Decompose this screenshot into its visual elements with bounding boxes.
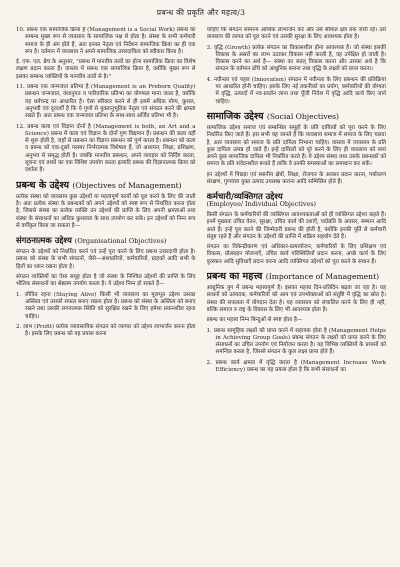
heading-organisational-hindi: संगठनात्मक उद्देश्य: [16, 235, 72, 246]
heading-objectives-english: (Objectives of Management): [72, 180, 182, 190]
paragraph-innovation: 4. नवीनता एवं पहल (Innovation) संगठन में नवीनता के लिए प्रबन्धन की प्रतिक्रिया पर आधारित होनी चाहिए। इसके लिए नई तकनीकों का प्रयोग, कर्मचारियों की योग्यता में वृद्धि, उत्पादों में नव-प्रवर्तन लाना तथा पूँजी निवेश में वृद्धि आदि कार्य किए जाने चाहिए।: [206, 76, 386, 105]
heading-objectives: [16, 180, 196, 191]
heading-personal-hindi: कर्मचारी/व्यक्तिगत उद्देश्य: [206, 191, 283, 202]
left-column: [16, 27, 196, 567]
paragraph-profit-cont: चाहिए कि संगठन सामान्य आर्थिक लाभार्जन करे और उसे सीमांत क्षेत्र तक जारी रहे। उसे व्यवसाय की लागत को पूरा करने एवं उसकी सुरक्षा के लिए आवश्यक होता है।: [206, 27, 386, 41]
heading-importance-hindi: प्रबन्ध का महत्त्व: [206, 271, 263, 283]
paragraph-importance-1: आधुनिक युग में प्रबन्ध महत्त्वपूर्ण है। इसका महत्त्व दिन-प्रतिदिन बढ़ता जा रहा है। यह साधनों को उत्पादक, कर्मचारियों को आय एवं उपभोक्ताओं को संतुष्टि में वृद्धि का स्रोत है। संस्था की सफलता में योगदान देता है। यह व्यवसाय को संचालित करने के लिए ही नहीं, बल्कि समाज व राष्ट्र के विकास के लिए भी आवश्यक होता है।: [206, 285, 386, 313]
paragraph-group-goals: 1. प्रबन्ध सामूहिक लक्ष्यों को प्राप्त करने में सहायक होता है (Management Helps in Achieving Group Goals) प्रबन्ध संगठन के लक्ष्यों को प्राप्त करने के लिए संसाधनों का उचित उपयोग एवं नियोजन करता है। यह विभिन्न व्यक्तियों के प्रयासों को समन्वित करता है, जिससे संगठन के कुल लक्ष्य प्राप्त होते हैं।: [206, 327, 386, 356]
heading-personal-english: (Employee/ Individual Objectives): [206, 200, 317, 209]
paragraph-personal-1: किसी संगठन के कर्मचारियों की व्यक्तिगत आवश्यकताओं को ही व्यक्तिगत उद्देश्य कहते हैं। इनमें मुख्यतः उचित वेतन, सुरक्षा, उचित कार्य की दशाएँ, पदोन्नति के अवसर, सम्मान आदि आते हैं। इन्हें पूरा करने की जिम्मेदारी प्रबन्ध की होती है, क्योंकि इनकी पूर्ति से कर्मचारी संतुष्ट रहते हैं और संगठन के उद्देश्यों की प्राप्ति में सक्रिय सहयोग देते हैं।: [206, 211, 386, 240]
paragraph-growth: 3. वृद्धि (Growth) प्रत्येक संगठन का विकासशील होना आवश्यक है। जो संस्था इसकी विकास के असरों का लाभ उठाकर विकास नहीं करती है, वह उपेक्षित हो जाती है। विकास करने का अर्थ है— संस्था का सतत् विकास करना और उसका अर्थ है कि संगठन के वर्तमान ढाँचे को आधुनिक बनाना तथा वृद्धि के लक्ष्यों को प्राप्त करना।: [206, 44, 386, 73]
paragraph-objectives: प्रत्येक संस्था को व्यवसाय कुछ उद्देश्यों या महत्वपूर्ण कार्यों को पूरा करने के लिए की जाती है। अतः प्रत्येक संस्था के प्रबन्धकों को अपने उद्देश्यों को स्पष्ट रूप से निर्धारित करना होता है, जिससे संस्था का प्रत्येक व्यक्ति उन उद्देश्यों की प्राप्ति के लिए अपनी क्षमताओं तथा संस्था के संसाधनों का अधिक कुशलता के साथ उपयोग कर सकें। इन उद्देश्यों को निम्न रूप से वर्गीकृत किया जा सकता है—: [16, 193, 196, 229]
heading-importance-english: (Importance of Management): [265, 272, 380, 282]
heading-social: [207, 111, 387, 122]
two-column-body: [16, 27, 386, 567]
paragraph-art-and-science: 12. प्रबन्ध कला एवं विज्ञान दोनों है (Management is both, an Art and a Science) प्रबन्ध में कला एवं विज्ञान के दोनों गुण विद्यमान हैं। प्रबन्धन की कला वहीं से शुरू होती है, जहाँ से प्रबन्धन का विज्ञान प्रबन्धन को पूर्ण करता है। प्रबन्धन को कला व प्रबन्ध को एक-दूसरे परस्पर निर्भरात्मक विशेषता हैं, जो अध्ययन, शिक्षा, प्रशिक्षण, अनुभव से समृद्ध होती है। जबकि मानवीय प्रबन्धन, अपने व्यवहार को निर्दिष्ट करता, सूचना एवं तथ्यों का एक विशिष्ट उपयोग करता इत्यादि प्रबन्ध की विज्ञानात्मक क्रिया को दर्शाता है।: [16, 123, 196, 174]
heading-organisational-english: (Organisational Objectives): [74, 237, 167, 246]
paragraph-staying-alive: 1. जीवित रहना (Staying Alive) किसी भी व्यवसाय का मूलभूत उद्देश्य उसका अस्तित्व एवं उसको सफल बनाए रखना होता है। प्रबन्ध को संस्था के अस्तित्व को बनाए रखने तथा उसकी लगनात्मक स्थिति को सुरक्षित रखने के लिए हमेशा प्रयत्नशील रहना चाहिए।: [16, 291, 196, 320]
paragraph-brech-quote: ई. एफ. एल. ब्रेच के अनुसार, "प्रबन्ध में मानवीय तत्वों का होना सामाजिक क्रिया का विशेष लक्षण प्रदान करता है। वास्तव में प्रबन्ध एक सामाजिक क्रिया है, क्योंकि मुख्य रूप से इसका सम्बन्ध व्यक्तियों के मानवीय तत्वों से है।": [16, 59, 196, 80]
paragraph-personal-2: संगठन का विकेन्द्रीकरण एवं अधिकार-प्रत्यायोजन, कर्मचारियों के लिए प्रशिक्षण एवं विकास, प्रोत्साहन योजनाएँ, उचित कार्य परिस्थितियाँ प्रदान करना, अच्छे कार्य के लिए पुरस्कार आदि सुविधाएँ प्रदान करना आदि व्यक्तिगत उद्देश्यों को पूरा करने के साधन हैं।: [206, 244, 386, 265]
heading-personal: [207, 191, 387, 209]
paragraph-social-2: इन उद्देश्यों में पिछड़ा एवं स्थानीय क्षेत्रों, शिक्षा, रोजगार के अवसर प्रदान करना, पर्यावरण संरक्षण, गुणवत्ता युक्त उत्पाद उपलब्ध कराना आदि सम्मिलित होते हैं।: [206, 171, 386, 186]
paragraph-social-work: 10. प्रबन्ध एक सामाजिक क्रिया है (Management is a Social Work) प्रबन्ध का सम्बन्ध मुख्य रूप से व्यवसाय के सामाजिक पक्ष से होता है। संस्था के सभी कर्मचारी समाज के ही अंग होते हैं, अतः इनका नेतृत्व एवं निर्देशन सामाजिक क्रिया का ही एक रूप है। वर्तमान में व्यवसाय ने अपने सामाजिक उत्तरदायित्व को स्वीकार किया है।: [16, 27, 196, 55]
paragraph-org-2: संगठन व्यक्तियों का ऐसा समूह होता है जो संस्था के निश्चित उद्देश्यों की प्राप्ति के लिए भौतिक संसाधनों का श्रेष्ठतम उपयोग करता है। ये उद्देश्य निम्न हो सकते हैं—: [16, 274, 196, 288]
paragraph-importance-2: प्रबन्ध का महत्त्व निम्न बिन्दुओं से स्पष्ट होता है—: [206, 317, 303, 324]
paragraph-profit: 2. लाभ (Profit) प्रत्येक व्यावसायिक संगठन को व्यापार को उद्देश्य लाभार्जन करना होता है। इसके लिए प्रबन्ध को यह प्रयास करना: [16, 323, 196, 338]
heading-organisational: [16, 235, 196, 246]
paragraph-social-1: सामाजिक उद्देश्य समाज एवं सम्बन्धित समूहों के प्रति दायित्वों को पूरा करने के लिए निर्धारित किए जाते हैं। इस सभी यह जानते हैं कि व्यवसाय समाज में समाज के लिए चलता है, अतः व्यवसाय को समाज के प्रति दायित्व निभाना चाहिए। वास्तव में व्यवसाय के प्रति कुछ दायित्व उत्पन्न हो जाते हैं। इन्हें दायित्वों को पूरे करने के लिए ही व्यवसाय को स्वयं अपने कुछ सामाजिक दायित्व भी निर्धारित करते हैं। ये उद्देश्य संस्था तथा उसके प्रबन्धकों को समाज के प्रति संवेदनशील बनाते हैं ताकि वे उनकी समस्याओं का समाधान कर सकें।: [206, 124, 386, 168]
paragraph-work-efficiency: 2. प्रबन्ध कार्य क्षमता में वृद्धि करता है (Management Increase Work Efficiency) प्रबन्ध का यह प्रयास होता है कि सभी संसाधनों का: [206, 359, 386, 373]
heading-objectives-hindi: प्रबन्ध के उद्देश्य: [16, 179, 70, 191]
heading-social-hindi: सामाजिक उद्देश्य: [206, 110, 264, 122]
running-head: प्रबन्ध की प्रकृति और महत्व/3: [156, 8, 246, 17]
right-column: [207, 27, 387, 567]
heading-importance: [207, 271, 387, 282]
paragraph-org-1: संगठन के उद्देश्यों को निर्धारित करने एवं उन्हें पूरा करने के लिए प्रबन्ध उत्तरदायी होता है। प्रबन्ध को संस्था के सभी संगठनों, जैसे—अंशधारियों, कर्मचारियों, ग्राहकों आदि सभी के हितों का ध्यान रखना होता है।: [16, 249, 196, 270]
paragraph-preborn-quality: 11. प्रबन्ध एक जन्मजात प्रतिभा है (Management is an Preborn Quality) प्रबन्धन जन्मजात, वंशानुगत व पारिवारिक प्रतिभा का योगफल माना जाता है, क्योंकि यह धर्मचन्द्र पर आधारित है। ऐसा स्वीकार करने से ही इसमें अधिक योग्य, कुशल, अनुभवी एवं दूरदर्शी है कि ये गुणों से युक्तानुभूतिक नेतृत्व एवं संगठन करने की क्षमता रखते हैं। अतः प्रबन्ध एक जन्मजात प्रतिभा के साथ-साथ अर्जित प्रतिभा भी है।: [16, 84, 196, 120]
heading-social-english: (Social Objectives): [266, 111, 339, 121]
